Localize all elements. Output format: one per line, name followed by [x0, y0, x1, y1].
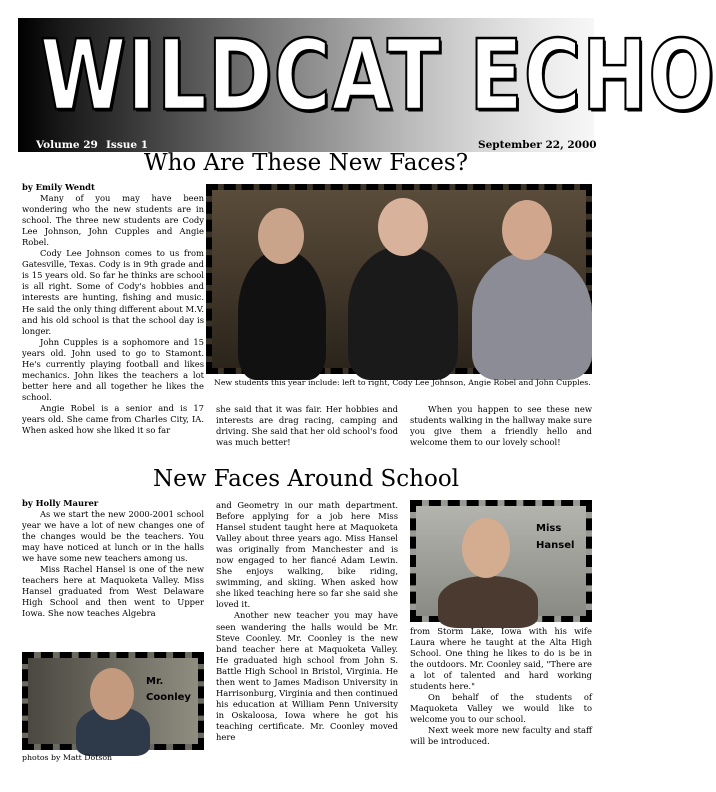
article2-para: On behalf of the students of Maquoketa Valley we would like to welcome you to our school.	[410, 692, 592, 725]
mr-coonley-photo	[22, 652, 204, 750]
masthead-banner	[18, 18, 716, 152]
article2-headline: New Faces Around School	[152, 466, 460, 492]
coonley-photo-label: Mr. Coonley	[146, 676, 191, 703]
article2-col1	[22, 498, 204, 620]
article2-para: As we start the new 2000-2001 school year we have a lot of new changes one of the changes would be the teachers. You may have noticed at lunch or in the halls we have some new teachers among us.	[22, 509, 204, 564]
title-echo: ECHO	[469, 20, 716, 133]
article2-para: and Geometry in our math department. Before applying for a job here Miss Hansel student taught here at Maquoketa Valley about three years ago. Miss Hansel was originally from Manchester and is now engaged to her fiancé Adam Lewin. She enjoys walking, bike riding, swimming, and skiing. When asked how she liked teaching here so far she said she loved it.	[216, 500, 398, 610]
article1-para: John Cupples is a sophomore and 15 years old. John used to go to Stamont. He's currently playing football and likes mechanics. John likes the teachers a lot better here and all together he likes the school.	[22, 336, 204, 402]
miss-hansel-photo	[410, 500, 592, 622]
article1-col2	[216, 404, 398, 448]
article2-para: Miss Rachel Hansel is one of the new teachers here at Maquoketa Valley. Miss Hansel graduated from West Delaware High School and then went to Upper Iowa. She now teaches Algebra	[22, 564, 204, 619]
article1-headline: Who Are These New Faces?	[143, 150, 469, 176]
issue-label: Issue 1	[106, 139, 149, 151]
article1-para: Angie Robel is a senior and is 17 years old. She came from Charles City, IA. When asked how she liked it so far	[22, 402, 204, 436]
issue-date: September 22, 2000	[478, 139, 597, 151]
article2-para: from Storm Lake, Iowa with his wife Laura where he taught at the Alta High School. One thing he likes to do is be in the outdoors. Mr. Coonley said, "There are a lot of talented and hard working students here."	[410, 626, 592, 692]
newspaper-title	[40, 20, 716, 133]
article2-para: Next week more new faculty and staff will be introduced.	[410, 725, 592, 747]
new-students-photo	[206, 184, 592, 374]
article1-col3	[410, 404, 592, 448]
article1-para: she said that it was fair. Her hobbies and interests are drag racing, camping and driving. She said that her old school's food was much better!	[216, 404, 398, 448]
article1-byline: by Emily Wendt	[22, 182, 95, 192]
photo-credit: photos by Matt Dotson	[22, 753, 113, 762]
article1-para: Cody Lee Johnson comes to us from Gatesville, Texas. Cody is in 9th grade and is 15 years old. So far he thinks are school is all right. Some of Cody's hobbies and interests are hunting, fishing and music. He said the only thing different about M.V. and his old school is that the school day is longer.	[22, 248, 204, 336]
article2-para: Another new teacher you may have seen wandering the halls would be Mr. Steve Coonley. Mr. Coonley is the new band teacher here at Maquoketa Valley. He graduated high school from John S. Battle High School in Bristol, Virginia. He then went to James Madison University in Harrisonburg, Virginia and then continued his education at William Penn University in Oskaloosa, Iowa where he got his teaching certificate. Mr. Coonley moved here	[216, 610, 398, 742]
volume-label: Volume 29	[36, 139, 98, 151]
article1-para: Many of you may have been wondering who the new students are in school. The three new students are Cody Lee Johnson, John Cupples and Angie Robel.	[22, 193, 204, 248]
article1-col1	[22, 182, 204, 436]
hansel-photo-label: Miss Hansel	[536, 523, 575, 551]
article1-para: When you happen to see these new students walking in the hallway make sure you give them a friendly hello and welcome them to our lovely school!	[410, 404, 592, 448]
article2-byline: by Holly Maurer	[22, 498, 99, 508]
new-students-caption: New students this year include: left to right, Cody Lee Johnson, Angie Robel and John Cupples.	[214, 378, 591, 387]
title-wildcat: WILDCAT	[40, 20, 442, 133]
article2-col3	[410, 626, 592, 748]
article2-col2	[216, 500, 398, 743]
